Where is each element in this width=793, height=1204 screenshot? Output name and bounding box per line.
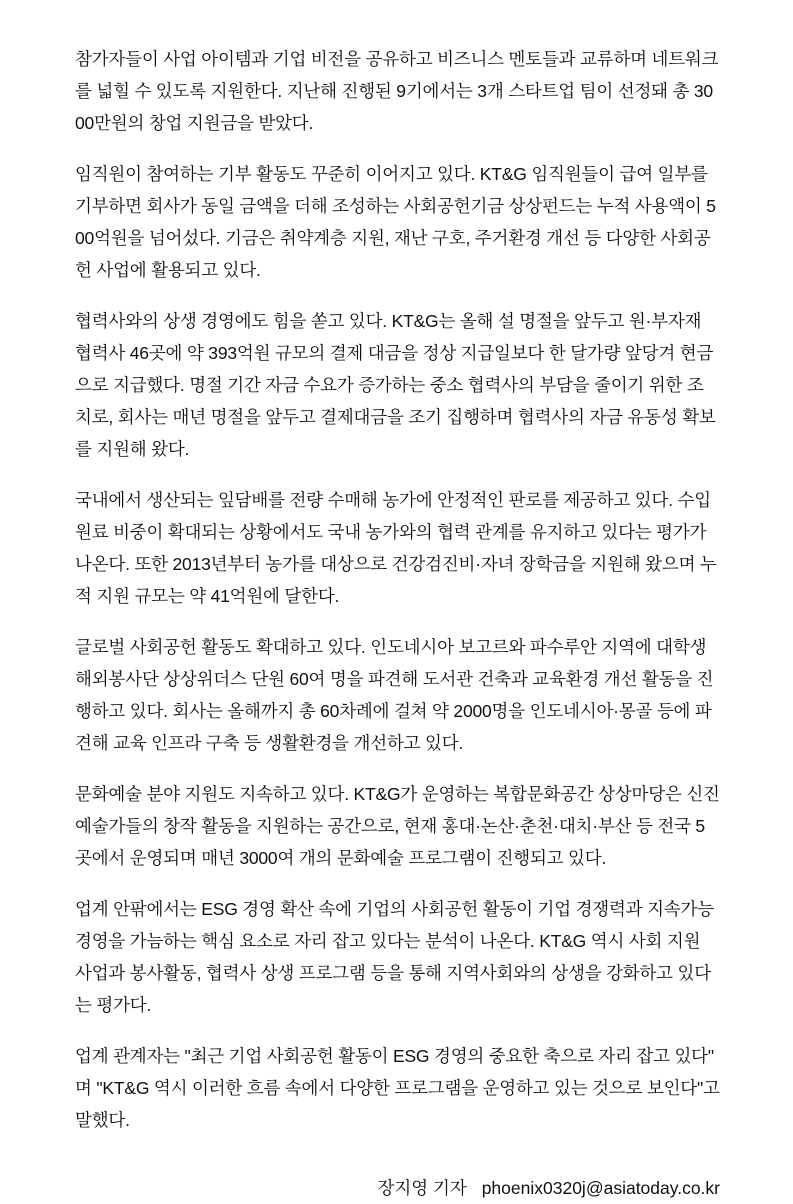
article-paragraph: 국내에서 생산되는 잎담배를 전량 수매해 농가에 안정적인 판로를 제공하고 있다. 수입 원료 비중이 확대되는 상황에서도 국내 농가와의 협력 관계를 유지하고 있다는 평가가 나온다. 또한 2013년부터 농가를 대상으로 건강검진비·자녀 장학금을 지원해 왔으며 누적 지원 규모는 약 41억원에 달한다. xyxy=(75,490,717,606)
article-paragraph: 글로벌 사회공헌 활동도 확대하고 있다. 인도네시아 보고르와 파수루안 지역에 대학생 해외봉사단 상상위더스 단원 60여 명을 파견해 도서관 건축과 교육환경 개선 활동을 진행하고 있다. 회사는 올해까지 총 60차례에 걸쳐 약 2000명을 인도네시아·몽골 등에 파견해 교육 인프라 구축 등 생활환경을 개선하고 있다. xyxy=(75,637,714,753)
reporter-email[interactable]: phoenix0320j@asiatoday.co.kr xyxy=(481,1178,720,1198)
reporter-name: 장지영 기자 xyxy=(377,1178,467,1198)
article-paragraph: 협력사와의 상생 경영에도 힘을 쏟고 있다. KT&G는 올해 설 명절을 앞두고 원·부자재 협력사 46곳에 약 393억원 규모의 결제 대금을 정상 지급일보다 한 달가량 앞당겨 현금으로 지급했다. 명절 기간 자금 수요가 증가하는 중소 협력사의 부담을 줄이기 위한 조치로, 회사는 매년 명절을 앞두고 결제대금을 조기 집행하며 협력사의 자금 유동성 확보를 지원해 왔다. xyxy=(75,311,716,459)
article-paragraph: 업계 안팎에서는 ESG 경영 확산 속에 기업의 사회공헌 활동이 기업 경쟁력과 지속가능 경영을 가늠하는 핵심 요소로 자리 잡고 있다는 분석이 나온다. KT&G 역시 사회 지원 사업과 봉사활동, 협력사 상생 프로그램 등을 통해 지역사회와의 상생을 강화하고 있다는 평가다. xyxy=(75,899,714,1015)
article-paragraph: 참가자들이 사업 아이템과 기업 비전을 공유하고 비즈니스 멘토들과 교류하며 네트워크를 넓힐 수 있도록 지원한다. 지난해 진행된 9기에서는 3개 스타트업 팀이 선정돼 총 3000만원의 창업 지원금을 받았다. xyxy=(75,49,719,133)
article-byline xyxy=(75,1172,720,1204)
article-paragraph: 임직원이 참여하는 기부 활동도 꾸준히 이어지고 있다. KT&G 임직원들이 급여 일부를 기부하면 회사가 동일 금액을 더해 조성하는 사회공헌기금 상상펀드는 누적 사용액이 500억원을 넘어섰다. 기금은 취약계층 지원, 재난 구호, 주거환경 개선 등 다양한 사회공헌 사업에 활용되고 있다. xyxy=(75,164,716,280)
article-paragraph: 업계 관계자는 "최근 기업 사회공헌 활동이 ESG 경영의 중요한 축으로 자리 잡고 있다"며 "KT&G 역시 이러한 흐름 속에서 다양한 프로그램을 운영하고 있는 것으로 보인다"고 말했다. xyxy=(75,1046,720,1130)
article-body xyxy=(75,43,720,1136)
article-paragraph: 문화예술 분야 지원도 지속하고 있다. KT&G가 운영하는 복합문화공간 상상마당은 신진 예술가들의 창작 활동을 지원하는 공간으로, 현재 홍대·논산·춘천·대치·부산 등 전국 5곳에서 운영되며 매년 3000여 개의 문화예술 프로그램이 진행되고 있다. xyxy=(75,784,720,868)
